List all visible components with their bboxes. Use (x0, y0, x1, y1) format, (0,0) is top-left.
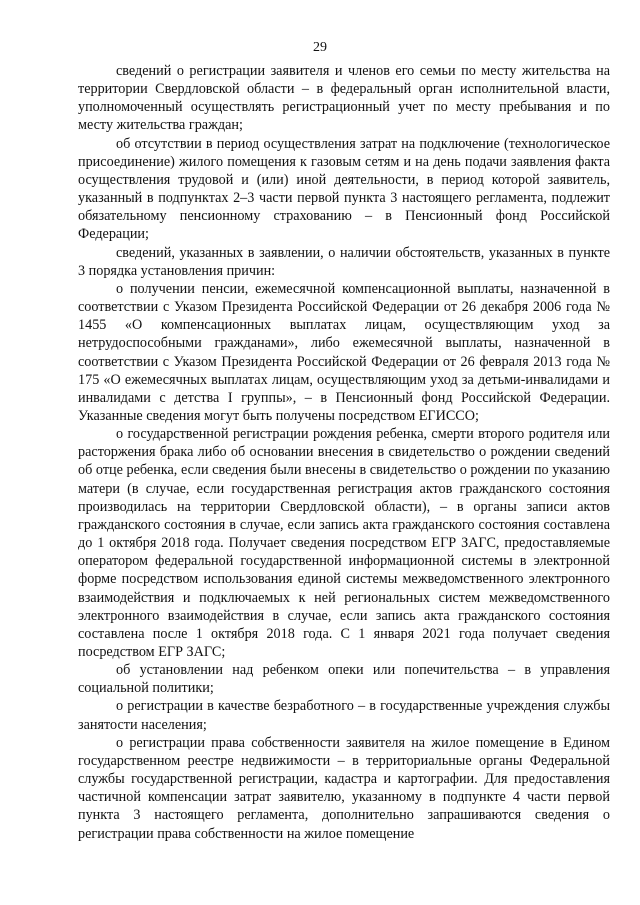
paragraph-unemployment: о регистрации в качестве безработного – в государственные учреждения службы занятости населения; (78, 698, 610, 733)
page-number: 29 (313, 40, 327, 55)
paragraph-circumstances: сведений, указанных в заявлении, о наличии обстоятельств, указанных в пункте 3 порядка установления причин: (78, 244, 610, 279)
paragraph-guardianship: об установлении над ребенком опеки или попечительства – в управления социальной политики; (78, 662, 610, 697)
paragraph-civil-registration: о государственной регистрации рождения ребенка, смерти второго родителя или расторжения брака либо об основании внесения в свидетельство о рождении сведений об отце ребенка, если сведения были внесены в свидетельство о рождении по указанию матери (в случае, если государственная регистрация актов гражданского состояния производилась на территории Свердловской области), – в органы записи актов гражданского состояния в случае, если запись акта гражданского состояния составлена до 1 октября 2018 года. Получает сведения посредством ЕГР ЗАГС, предоставляемые оператором федеральной государственной информационной системы в электронной форме посредством использования единой системы межведомственного электронного взаимодействия и подключаемых к ней региональных систем межведомственного электронного взаимодействия в случае, если запись акта гражданского состояния составлена после 1 октября 2018 года. С 1 января 2021 года получает сведения посредством ЕГР ЗАГС; (78, 426, 610, 660)
paragraph-property-rights: о регистрации права собственности заявителя на жилое помещение в Едином государственном реестре недвижимости – в территориальные органы Федеральной службы государственной регистрации, кадастра и картографии. Для предоставления частичной компенсации затрат заявителю, указанному в подпункте 4 части первой пункта 3 настоящего регламента, дополнительно запрашиваются сведения о регистрации права собственности на жилое помещение (78, 734, 610, 842)
paragraph-registration-residence: сведений о регистрации заявителя и членов его семьи по месту жительства на территории Свердловской области – в федеральный орган исполнительной власти, уполномоченный осуществлять регистрационный учет по месту пребывания и по месту жительства граждан; (78, 63, 610, 134)
paragraph-pension: о получении пенсии, ежемесячной компенсационной выплаты, назначенной в соответствии с Указом Президента Российской Федерации от 26 декабря 2006 года № 1455 «О компенсационных выплатах лицам, осуществляющим уход за нетрудоспособными гражданами», либо ежемесячной выплаты, назначенной в соответствии с Указом Президента Российской Федерации от 26 февраля 2013 года № 175 «О ежемесячных выплатах лицам, осуществляющим уход за детьми-инвалидами и инвалидами с детства I группы», – в Пенсионный фонд Российской Федерации. Указанные сведения могут быть получены посредством ЕГИССО; (78, 280, 610, 424)
document-body (78, 62, 610, 843)
paragraph-no-employment: об отсутствии в период осуществления затрат на подключение (технологическое присоединение) жилого помещения к газовым сетям и на день подачи заявления факта осуществления трудовой и (или) иной деятельности, в период которой заявитель, указанный в подпунктах 2–3 части первой пункта 3 настоящего регламента, подлежит обязательному пенсионному страхованию – в Пенсионный фонд Российской Федерации; (78, 135, 610, 243)
